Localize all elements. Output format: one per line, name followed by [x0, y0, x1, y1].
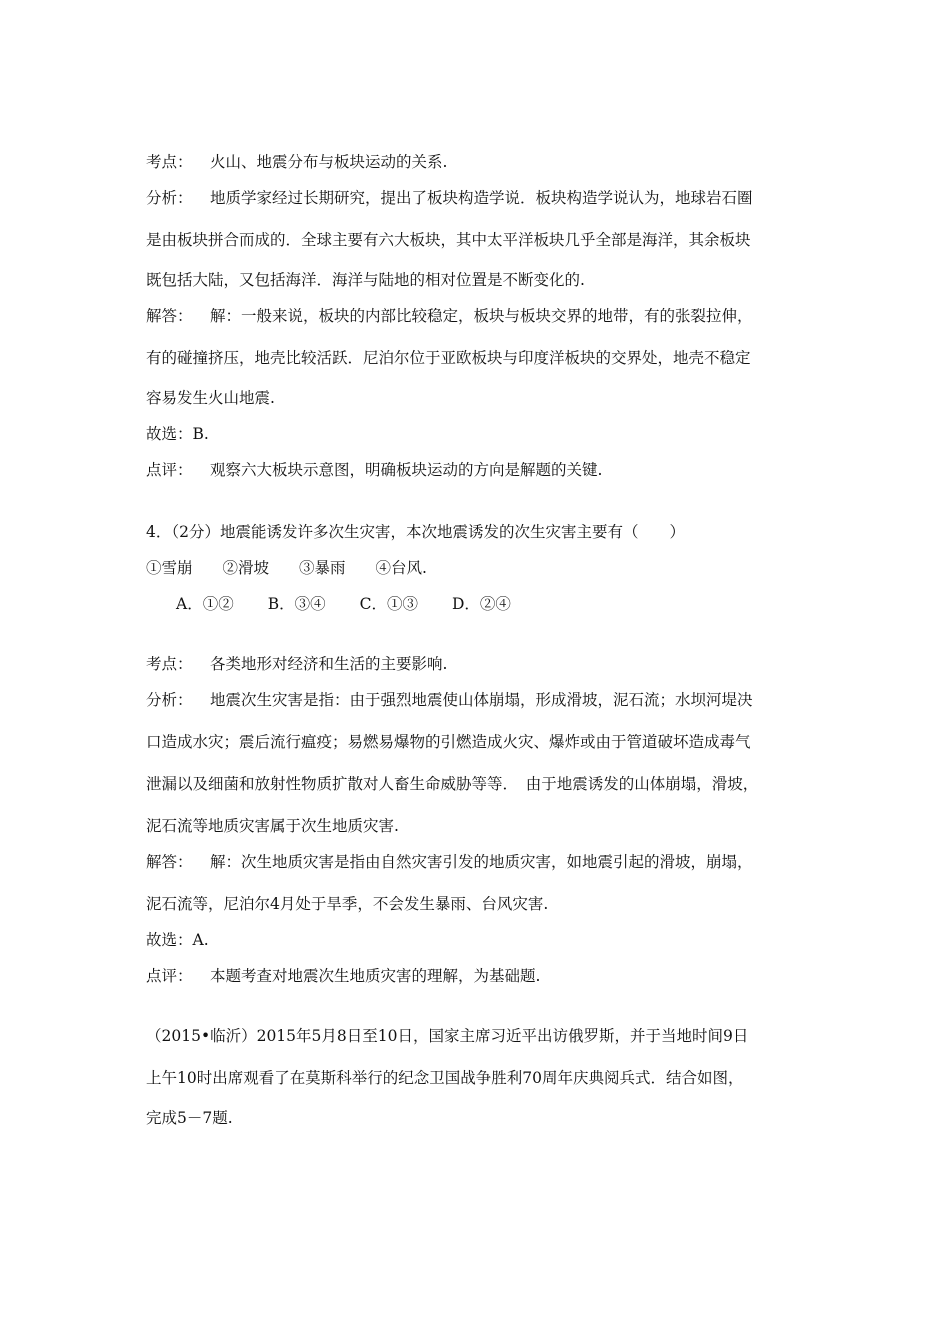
jieda-label: 解答：	[146, 853, 193, 871]
intro-line: 上午10时出席观看了在莫斯科举行的纪念卫国战争胜利70周年庆典阅兵式．结合如图，	[146, 1069, 744, 1087]
fenxi-line: 地质学家经过长期研究，提出了板块构造学说．板块构造学说认为，地球岩石圈	[210, 189, 753, 207]
jieda-line: 解：一般来说，板块的内部比较稳定，板块与板块交界的地带，有的张裂拉伸，	[210, 307, 753, 325]
kaodian-label: 考点：	[146, 655, 193, 673]
jieda-line: 容易发生火山地震.	[146, 389, 275, 407]
intro-line: （2015•临沂）2015年5月8日至10日，国家主席习近平出访俄罗斯，并于当地时间9日	[146, 1027, 749, 1045]
fenxi-line: 既包括大陆，又包括海洋．海洋与陆地的相对位置是不断变化的.	[146, 271, 585, 289]
q4-dianping	[146, 966, 540, 986]
fenxi-line: 是由板块拼合而成的．全球主要有六大板块，其中太平洋板块几乎全部是海洋，其余板块	[146, 231, 751, 249]
kaodian-text: 各类地形对经济和生活的主要影响.	[210, 655, 448, 673]
fenxi-line: 口造成水灾；震后流行瘟疫；易燃易爆物的引燃造成火灾、爆炸或由于管道破坏造成毒气	[146, 733, 751, 751]
choice-a: A．①②	[176, 595, 234, 613]
dianping-text: 本题考查对地震次生地质灾害的理解，为基础题.	[210, 967, 541, 985]
choice-b: B．③④	[267, 595, 326, 613]
jieda-label: 解答：	[146, 307, 193, 325]
dianping-text: 观察六大板块示意图，明确板块运动的方向是解题的关键.	[210, 461, 603, 479]
q3-jieda	[146, 306, 753, 326]
fenxi-line: 地震次生灾害是指：由于强烈地震使山体崩塌，形成滑坡，泥石流；水坝河堤决	[210, 691, 753, 709]
q4-options	[146, 558, 457, 578]
fenxi-label: 分析：	[146, 189, 193, 207]
fenxi-line: 泥石流等地质灾害属于次生地质灾害.	[146, 817, 399, 835]
q4-stem: 4．（2分）地震能诱发许多次生灾害，本次地震诱发的次生灾害主要有（ ）	[146, 523, 685, 541]
q4-option: ④台风.	[375, 559, 427, 577]
fenxi-line: 泄漏以及细菌和放射性物质扩散对人畜生命威胁等等． 由于地震诱发的山体崩塌，滑坡，	[146, 775, 759, 793]
q4-option: ②滑坡	[222, 559, 270, 577]
q3-fenxi	[146, 188, 753, 208]
dianping-label: 点评：	[146, 461, 193, 479]
q4-answer: 故选：A.	[146, 931, 209, 949]
choice-d: D．②④	[451, 595, 511, 613]
fenxi-label: 分析：	[146, 691, 193, 709]
jieda-line: 解：次生地质灾害是指由自然灾害引发的地质灾害，如地震引起的滑坡，崩塌，	[210, 853, 753, 871]
kaodian-text: 火山、地震分布与板块运动的关系.	[210, 153, 448, 171]
q3-dianping	[146, 460, 602, 480]
choice-c: C．①③	[359, 595, 418, 613]
q4-choices	[146, 594, 545, 614]
q4-kaodian	[146, 654, 447, 674]
jieda-line: 有的碰撞挤压，地壳比较活跃．尼泊尔位于亚欧板块与印度洋板块的交界处，地壳不稳定	[146, 349, 751, 367]
q4-jieda	[146, 852, 753, 872]
q4-option: ③暴雨	[299, 559, 346, 577]
q3-kaodian	[146, 152, 447, 172]
jieda-line: 泥石流等，尼泊尔4月处于旱季，不会发生暴雨、台风灾害.	[146, 895, 549, 913]
intro-line: 完成5－7题.	[146, 1109, 233, 1127]
dianping-label: 点评：	[146, 967, 193, 985]
kaodian-label: 考点：	[146, 153, 193, 171]
q4-fenxi	[146, 690, 753, 710]
q3-answer: 故选：B.	[146, 425, 209, 443]
q4-option: ①雪崩	[146, 559, 193, 577]
